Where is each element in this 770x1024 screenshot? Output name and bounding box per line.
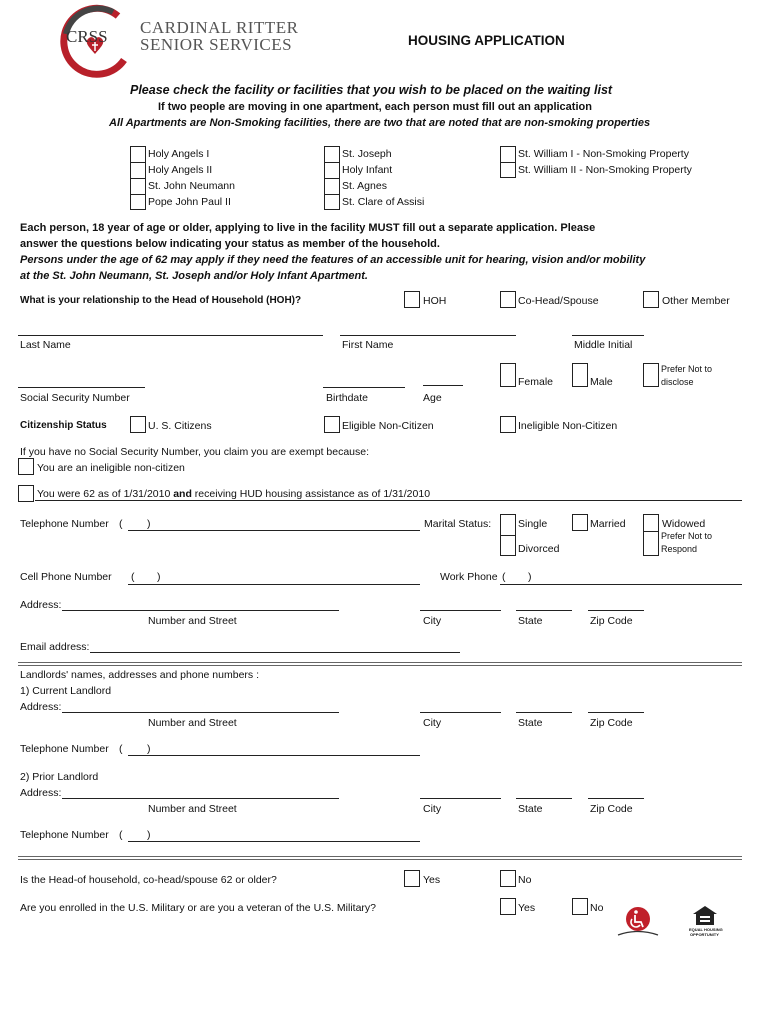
prior-zip-label: Zip Code [590,803,633,815]
section-divider-2 [18,856,742,860]
marital-widowed-label: Widowed [662,518,706,530]
prior-street-label: Number and Street [148,803,237,815]
current-paren-close: ) [147,743,151,755]
cell-paren-close: ) [157,571,161,583]
prior-state-label: State [518,803,543,815]
address-label: Address: [20,599,62,611]
exempt-age-checkbox[interactable] [18,485,34,502]
marital-widowed-prefer-checkboxes[interactable] [643,514,659,556]
marital-married-label: Married [590,518,626,530]
prior-paren-open: ( [119,829,123,841]
exempt-age-label: You were 62 as of 1/31/2010 and receiving HUD housing assistance as of 1/31/2010 [37,488,431,500]
address-state-field[interactable] [516,610,572,611]
marital-prefer-label-2: Respond [661,544,698,554]
current-telephone-label: Telephone Number [20,743,109,755]
marital-single-label: Single [518,518,548,530]
co-head-label: Co-Head/Spouse [518,295,599,307]
ssn-label: Social Security Number [20,392,130,404]
page-title: HOUSING APPLICATION [408,33,565,48]
age-62-yes-label: Yes [423,874,441,886]
intro-line1: If two people are moving in one apartment, each person must fill out an application [158,101,592,113]
email-field[interactable] [90,652,460,653]
address-street-field[interactable] [62,610,339,611]
current-state-field[interactable] [516,712,572,713]
relationship-question: What is your relationship to the Head of Household (HOH)? [20,295,302,306]
cell-phone-field[interactable] [128,584,420,585]
ssn-field[interactable] [18,387,145,388]
facility-st-agnes: St. Agnes [342,180,387,192]
facility-pope-john-paul: Pope John Paul II [148,196,231,208]
telephone-label: Telephone Number [20,518,109,530]
military-no-label: No [590,902,604,914]
marital-prefer-label-1: Prefer Not to [661,531,713,541]
prior-street-field[interactable] [62,798,339,799]
eligible-non-citizen-checkbox[interactable] [324,416,340,433]
telephone-field[interactable] [128,530,420,531]
prior-state-field[interactable] [516,798,572,799]
ineligible-non-citizen-label: Ineligible Non-Citizen [518,420,618,432]
facility-holy-angels-1: Holy Angels I [148,148,210,160]
ineligible-non-citizen-checkbox[interactable] [500,416,516,433]
exempt-divider [35,500,742,501]
age-62-yes-checkbox[interactable] [404,870,420,887]
prior-telephone-field[interactable] [128,841,420,842]
eho-text-line2: OPPORTUNITY [690,932,719,937]
eho-text-line1: EQUAL HOUSING [689,927,723,932]
section-divider-1 [18,662,742,666]
marital-single-divorced-checkboxes[interactable] [500,514,516,556]
first-name-field[interactable] [340,335,516,336]
us-citizen-checkbox[interactable] [130,416,146,433]
other-member-checkbox[interactable] [643,291,659,308]
middle-initial-field[interactable] [572,335,644,336]
instructions-p1b: answer the questions below indicating your status as member of the household. [20,238,440,250]
telephone-paren-open: ( [119,518,123,530]
prior-telephone-label: Telephone Number [20,829,109,841]
instructions-p2b: at the St. John Neumann, St. Joseph and/or Holy Infant Apartment. [20,270,368,282]
middle-initial-label: Middle Initial [574,339,633,351]
instructions-p1a: Each person, 18 year of age or older, applying to live in the facility MUST fill out a separate application. Please [20,222,596,234]
hoh-checkbox[interactable] [404,291,420,308]
gender-prefer-not-label-1: Prefer Not to [661,364,713,374]
logo-abbr: CRSS [66,27,108,46]
facility-st-john-neumann: St. John Neumann [148,180,235,192]
age-62-no-label: No [518,874,532,886]
last-name-label: Last Name [20,339,71,351]
eligible-non-citizen-label: Eligible Non-Citizen [342,420,434,432]
facility-checkboxes-col1[interactable] [130,146,146,210]
prior-address-label: Address: [20,787,62,799]
us-citizen-label: U. S. Citizens [148,420,212,432]
prior-paren-close: ) [147,829,151,841]
current-zip-field[interactable] [588,712,644,713]
org-name-line1: CARDINAL RITTER [140,18,299,37]
work-phone-field[interactable] [500,584,742,585]
military-question: Are you enrolled in the U.S. Military or are you a veteran of the U.S. Military? [20,902,376,914]
facility-checkboxes-col2[interactable] [324,146,340,210]
work-paren-close: ) [528,571,532,583]
gender-prefer-not-checkbox[interactable] [643,363,659,387]
crss-logo [58,4,132,78]
intro-heading: Please check the facility or facilities that you wish to be placed on the waiting list [130,83,613,97]
birthdate-field[interactable] [323,387,405,388]
intro-line2: All Apartments are Non-Smoking facilities, there are two that are noted that are non-smoking properties [109,117,651,129]
current-street-label: Number and Street [148,717,237,729]
military-yes-label: Yes [518,902,536,914]
hoh-label: HOH [423,295,447,307]
last-name-field[interactable] [18,335,323,336]
address-city-field[interactable] [420,610,501,611]
current-address-label: Address: [20,701,62,713]
address-zip-field[interactable] [588,610,644,611]
email-label: Email address: [20,641,90,653]
female-label: Female [518,376,554,388]
marital-label: Marital Status: [424,518,492,530]
male-label: Male [590,376,613,388]
work-paren-open: ( [502,571,506,583]
other-member-label: Other Member [662,295,730,307]
exempt-question: If you have no Social Security Number, you claim you are exempt because: [20,446,370,458]
prior-zip-field[interactable] [588,798,644,799]
address-street-label: Number and Street [148,615,237,627]
age-62-question: Is the Head-of household, co-head/spouse 62 or older? [20,874,277,886]
accessibility-icon [614,904,662,938]
landlords-heading: Landlords' names, addresses and phone numbers : [20,669,259,681]
birthdate-label: Birthdate [326,392,369,404]
citizenship-label: Citizenship Status [20,420,107,431]
female-checkbox[interactable] [500,363,516,387]
facility-st-william-2: St. William II - Non-Smoking Property [518,164,692,176]
military-yes-checkbox[interactable] [500,898,516,915]
current-city-field[interactable] [420,712,501,713]
current-paren-open: ( [119,743,123,755]
gender-prefer-not-label-2: disclose [661,377,694,387]
facility-st-joseph: St. Joseph [342,148,392,160]
facility-st-clare: St. Clare of Assisi [342,196,425,208]
age-label: Age [423,392,442,404]
org-name-line2: SENIOR SERVICES [140,35,293,54]
current-state-label: State [518,717,543,729]
marital-divorced-label: Divorced [518,543,560,555]
address-zip-label: Zip Code [590,615,633,627]
military-no-checkbox[interactable] [572,898,588,915]
work-phone-label: Work Phone [440,571,498,583]
cell-paren-open: ( [131,571,135,583]
facility-checkboxes-col3[interactable] [500,146,516,178]
address-city-label: City [423,615,442,627]
current-telephone-field[interactable] [128,755,420,756]
prior-landlord-label: 2) Prior Landlord [20,771,99,783]
telephone-paren-close: ) [147,518,151,530]
current-city-label: City [423,717,442,729]
facility-holy-infant: Holy Infant [342,164,393,176]
facility-holy-angels-2: Holy Angels II [148,164,213,176]
age-field[interactable] [423,385,463,386]
facility-st-william-1: St. William I - Non-Smoking Property [518,148,689,160]
current-street-field[interactable] [62,712,339,713]
current-landlord-label: 1) Current Landlord [20,685,112,697]
prior-city-field[interactable] [420,798,501,799]
male-checkbox[interactable] [572,363,588,387]
first-name-label: First Name [342,339,394,351]
equal-housing-opportunity-icon [689,904,723,938]
age-62-no-checkbox[interactable] [500,870,516,887]
instructions-p2a: Persons under the age of 62 may apply if they need the features of an accessible unit for hearing, vision and/or mobility [20,254,646,266]
exempt-ineligible-checkbox[interactable] [18,458,34,475]
marital-married-checkbox[interactable] [572,514,588,531]
co-head-checkbox[interactable] [500,291,516,308]
exempt-ineligible-label: You are an ineligible non-citizen [37,462,185,474]
current-zip-label: Zip Code [590,717,633,729]
cell-phone-label: Cell Phone Number [20,571,112,583]
address-state-label: State [518,615,543,627]
prior-city-label: City [423,803,442,815]
